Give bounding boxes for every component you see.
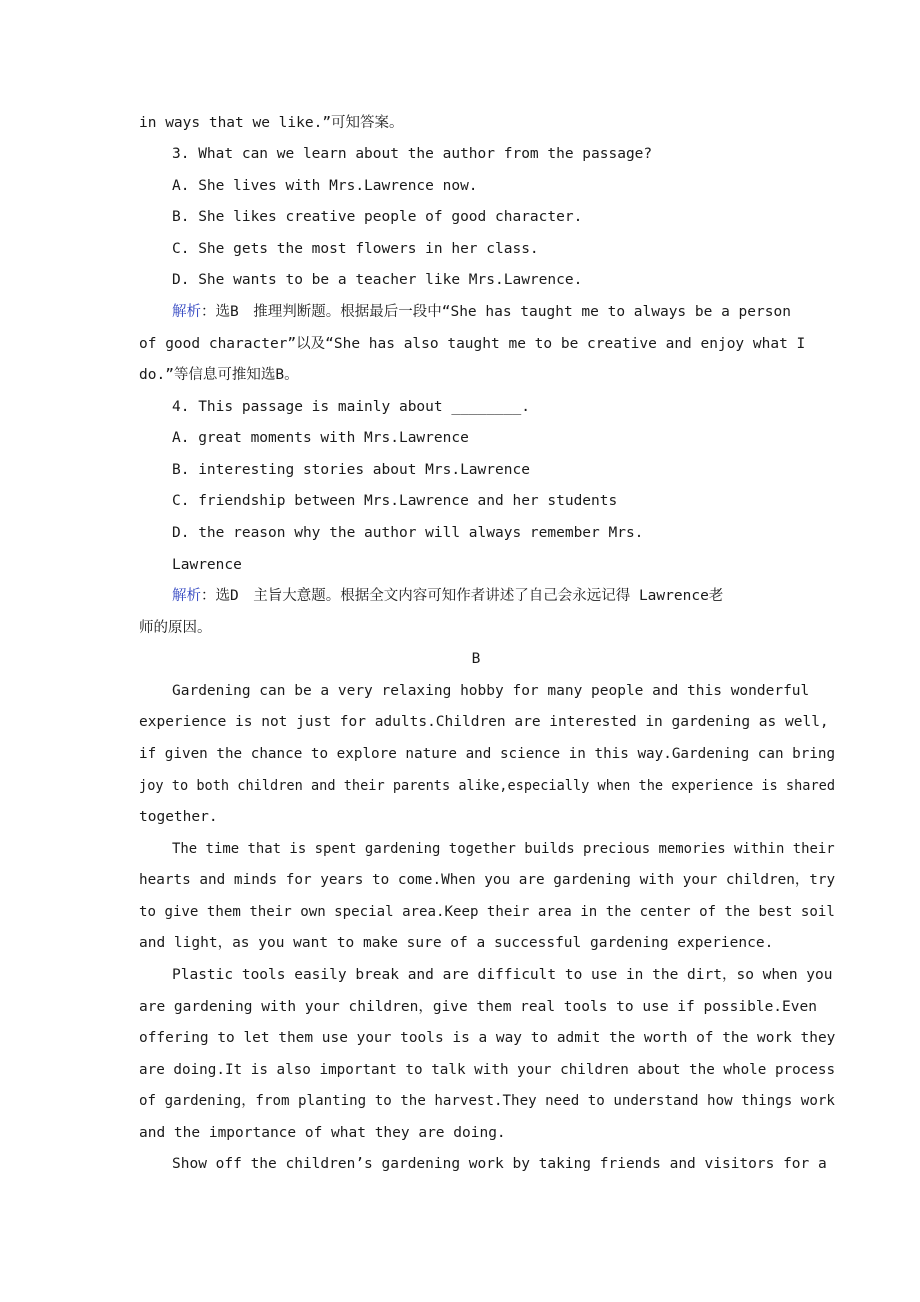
paragraph-1-line: if given the chance to explore nature and science in this way.Gardening can bring	[139, 746, 836, 762]
question-3-option-a: A. She lives with Mrs.Lawrence now.	[172, 178, 478, 194]
question-4-option-b: B. interesting stories about Mrs.Lawrence	[172, 462, 530, 478]
paragraph-3-line: of gardening，from planting to the harvest.They need to understand how things work	[139, 1093, 835, 1109]
question-3-option-c: C. She gets the most flowers in her class.	[172, 241, 539, 257]
question-3-option-b: B. She likes creative people of good character.	[172, 209, 583, 225]
paragraph-3-line: Plastic tools easily break and are difficult to use in the dirt，so when you	[172, 967, 833, 983]
question-4-option-d-continued: Lawrence	[172, 557, 242, 573]
question-3-stem: 3. What can we learn about the author from the passage?	[172, 146, 653, 162]
paragraph-3-line: are gardening with your children，give them real tools to use if possible.Even	[139, 999, 817, 1015]
question-3-analysis-line-2: of good character”以及“She has also taught me to be creative and enjoy what I	[139, 336, 806, 352]
paragraph-2-line: The time that is spent gardening together builds precious memories within their	[172, 841, 835, 857]
question-4-option-c: C. friendship between Mrs.Lawrence and her students	[172, 493, 618, 509]
question-3-analysis-line-3: do.”等信息可推知选B。	[139, 367, 299, 383]
question-4-option-a: A. great moments with Mrs.Lawrence	[172, 430, 469, 446]
paragraph-1-line: experience is not just for adults.Children are interested in gardening as well,	[139, 714, 829, 730]
question-4-analysis-line-2: 师的原因。	[139, 620, 212, 636]
section-b-heading: B	[471, 651, 481, 667]
question-3-analysis-line-1: 解析：选B 推理判断题。根据最后一段中“She has taught me to always be a person	[172, 304, 791, 320]
previous-analysis-tail: in ways that we like.”可知答案。	[139, 115, 404, 131]
analysis-label: 解析	[172, 588, 201, 604]
question-3-option-d: D. She wants to be a teacher like Mrs.Lawrence.	[172, 272, 583, 288]
question-4-analysis-line-1: 解析：选D 主旨大意题。根据全文内容可知作者讲述了自己会永远记得 Lawrence老	[172, 588, 724, 604]
paragraph-2-line: and light，as you want to make sure of a successful gardening experience.	[139, 935, 774, 951]
paragraph-1-line: Gardening can be a very relaxing hobby for many people and this wonderful	[172, 683, 810, 699]
paragraph-1-line: joy to both children and their parents alike,especially when the experience is shared	[139, 778, 836, 794]
question-4-stem: 4. This passage is mainly about ________.	[172, 399, 530, 415]
paragraph-2-line: to give them their own special area.Keep their area in the center of the best soil	[139, 904, 835, 920]
question-4-option-d: D. the reason why the author will always remember Mrs.	[172, 525, 644, 541]
paragraph-4-line: Show off the children’s gardening work by taking friends and visitors for a	[172, 1156, 827, 1172]
analysis-label: 解析	[172, 304, 201, 320]
paragraph-2-line: hearts and minds for years to come.When you are gardening with your children，try	[139, 872, 836, 888]
paragraph-1-line: together.	[139, 809, 218, 825]
paragraph-3-line: offering to let them use your tools is a way to admit the worth of the work they	[139, 1030, 836, 1046]
paragraph-3-line: are doing.It is also important to talk with your children about the whole process	[139, 1062, 836, 1078]
paragraph-3-line: and the importance of what they are doing.	[139, 1125, 506, 1141]
